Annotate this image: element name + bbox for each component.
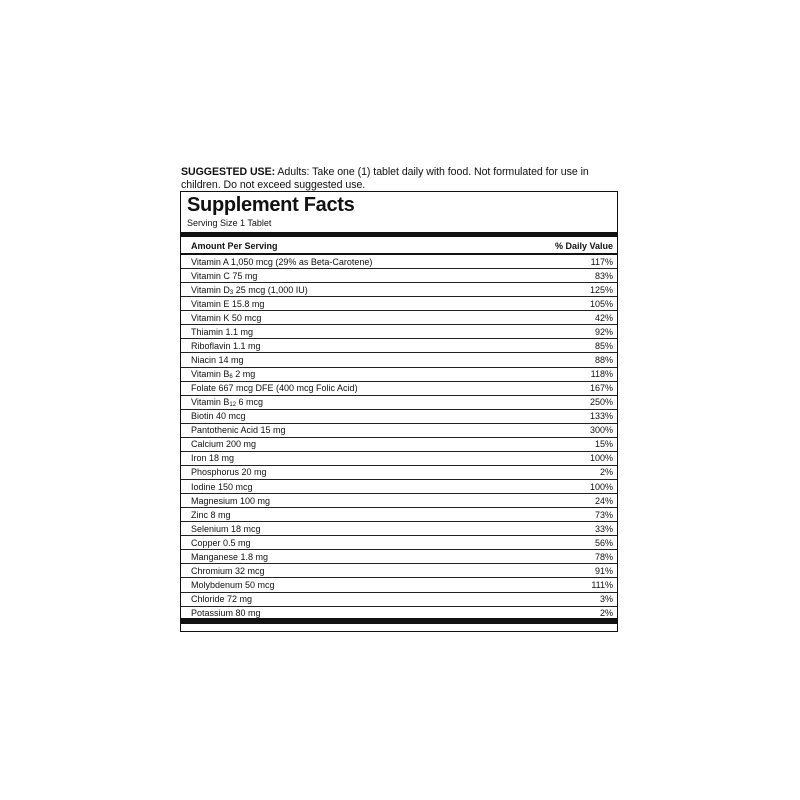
nutrient-daily-value: 78% bbox=[594, 551, 613, 562]
nutrient-row bbox=[181, 255, 617, 269]
nutrient-row bbox=[181, 269, 617, 283]
nutrient-row bbox=[181, 466, 617, 480]
suggested-use bbox=[181, 166, 621, 192]
nutrient-name-text: Copper 0.5 mg bbox=[191, 537, 251, 548]
nutrient-daily-value: 2% bbox=[599, 467, 613, 478]
nutrient-daily-value: 56% bbox=[594, 537, 613, 548]
nutrient-name-text: Selenium 18 mcg bbox=[191, 523, 261, 534]
nutrient-name-text: Molybdenum 50 mcg bbox=[191, 579, 275, 590]
nutrient-name bbox=[191, 313, 261, 323]
nutrient-daily-value: 91% bbox=[594, 565, 613, 576]
serving-size: Serving Size 1 Tablet bbox=[187, 218, 272, 228]
nutrient-name-text: Iron 18 mg bbox=[191, 453, 235, 464]
nutrient-name-text: Phosphorus 20 mg bbox=[191, 467, 267, 478]
nutrient-name bbox=[191, 580, 275, 590]
nutrient-name-text: Vitamin A 1,050 mcg (29% as Beta-Carotene) bbox=[191, 256, 373, 267]
thick-divider-bottom bbox=[181, 618, 617, 624]
nutrient-name bbox=[191, 510, 231, 520]
nutrient-name bbox=[191, 594, 252, 604]
nutrient-row bbox=[181, 283, 617, 297]
nutrient-name bbox=[191, 285, 308, 295]
nutrient-name bbox=[191, 341, 261, 351]
nutrient-daily-value: 100% bbox=[589, 481, 613, 492]
nutrient-name-text: Calcium 200 mg bbox=[191, 439, 257, 450]
nutrient-name bbox=[191, 496, 270, 506]
nutrient-daily-value: 125% bbox=[589, 284, 613, 295]
nutrient-amount-text: 25 mcg (1,000 IU) bbox=[233, 284, 308, 295]
nutrient-row bbox=[181, 578, 617, 592]
nutrient-daily-value: 105% bbox=[589, 298, 613, 309]
nutrient-subscript: 12 bbox=[229, 402, 237, 409]
nutrient-daily-value: 300% bbox=[589, 425, 613, 436]
nutrient-daily-value: 42% bbox=[594, 312, 613, 323]
nutrient-daily-value: 167% bbox=[589, 383, 613, 394]
nutrient-name-text: Vitamin E 15.8 mg bbox=[191, 298, 265, 309]
nutrient-name-text: Niacin 14 mg bbox=[191, 354, 244, 365]
nutrient-name bbox=[191, 608, 261, 618]
nutrient-row bbox=[181, 396, 617, 410]
nutrient-row bbox=[181, 480, 617, 494]
nutrient-daily-value: 73% bbox=[594, 509, 613, 520]
suggested-use-text: Adults: Take one (1) tablet daily with food. Not formulated for use in children. Do not exceed suggested use. bbox=[181, 166, 589, 191]
nutrient-name bbox=[191, 566, 265, 576]
nutrient-daily-value: 250% bbox=[589, 397, 613, 408]
nutrient-name bbox=[191, 482, 253, 492]
nutrient-name bbox=[191, 355, 244, 365]
nutrient-row bbox=[181, 339, 617, 353]
nutrient-name-text: Zinc 8 mg bbox=[191, 509, 231, 520]
nutrient-name bbox=[191, 271, 257, 281]
nutrient-name-text: Biotin 40 mcg bbox=[191, 411, 246, 422]
nutrient-row bbox=[181, 593, 617, 607]
nutrient-name-text: Chloride 72 mg bbox=[191, 594, 253, 605]
nutrient-row bbox=[181, 424, 617, 438]
nutrient-daily-value: 92% bbox=[594, 326, 613, 337]
nutrient-name bbox=[191, 439, 256, 449]
nutrient-name bbox=[191, 257, 372, 267]
nutrient-name bbox=[191, 552, 268, 562]
nutrient-daily-value: 3% bbox=[599, 594, 613, 605]
nutrient-daily-value: 15% bbox=[594, 439, 613, 450]
daily-value-header: % Daily Value bbox=[554, 241, 613, 251]
nutrient-name-text: Potassium 80 mg bbox=[191, 608, 261, 619]
nutrient-name-text: Thiamin 1.1 mg bbox=[191, 326, 254, 337]
amount-per-serving-header: Amount Per Serving bbox=[191, 241, 278, 251]
nutrient-name bbox=[191, 453, 234, 463]
nutrient-row bbox=[181, 508, 617, 522]
nutrient-row bbox=[181, 550, 617, 564]
nutrient-name-text: Vitamin C 75 mg bbox=[191, 270, 258, 281]
nutrient-name-text: Vitamin K 50 mcg bbox=[191, 312, 262, 323]
nutrient-amount-text: 6 mcg bbox=[236, 397, 264, 408]
nutrient-row bbox=[181, 297, 617, 311]
nutrient-daily-value: 33% bbox=[594, 523, 613, 534]
nutrient-row bbox=[181, 311, 617, 325]
nutrient-name-text: Pantothenic Acid 15 mg bbox=[191, 425, 286, 436]
nutrient-daily-value: 24% bbox=[594, 495, 613, 506]
panel-title: Supplement Facts bbox=[187, 194, 355, 216]
nutrient-subscript: 6 bbox=[229, 374, 233, 381]
nutrient-daily-value: 2% bbox=[599, 608, 613, 619]
nutrient-name-text: Riboflavin 1.1 mg bbox=[191, 340, 261, 351]
nutrient-name bbox=[191, 369, 255, 379]
nutrient-name-text: Iodine 150 mcg bbox=[191, 481, 253, 492]
nutrient-row bbox=[181, 536, 617, 550]
nutrient-name-text: Chromium 32 mcg bbox=[191, 565, 265, 576]
supplement-facts-panel bbox=[180, 191, 618, 632]
nutrient-row bbox=[181, 368, 617, 382]
nutrient-name-text: Magnesium 100 mg bbox=[191, 495, 271, 506]
nutrient-name bbox=[191, 467, 267, 477]
nutrient-name bbox=[191, 411, 246, 421]
nutrient-name bbox=[191, 397, 263, 407]
nutrient-name bbox=[191, 327, 253, 337]
nutrient-row bbox=[181, 452, 617, 466]
nutrient-row bbox=[181, 522, 617, 536]
nutrient-daily-value: 111% bbox=[591, 579, 613, 590]
nutrient-row bbox=[181, 382, 617, 396]
nutrient-name-text: Vitamin B bbox=[191, 397, 230, 408]
column-header-row bbox=[191, 239, 613, 253]
nutrient-name bbox=[191, 299, 264, 309]
nutrient-amount-text: 2 mg bbox=[232, 369, 256, 380]
nutrient-daily-value: 88% bbox=[594, 354, 613, 365]
nutrient-name-text: Folate 667 mcg DFE (400 mcg Folic Acid) bbox=[191, 383, 358, 394]
nutrient-row bbox=[181, 353, 617, 367]
nutrient-row bbox=[181, 410, 617, 424]
nutrient-daily-value: 83% bbox=[594, 270, 613, 281]
nutrient-daily-value: 100% bbox=[589, 453, 613, 464]
nutrient-row bbox=[181, 438, 617, 452]
nutrient-name bbox=[191, 383, 358, 393]
nutrient-rows bbox=[181, 255, 617, 621]
nutrient-daily-value: 85% bbox=[594, 340, 613, 351]
nutrient-daily-value: 118% bbox=[590, 369, 613, 380]
thick-divider-top bbox=[181, 232, 617, 237]
suggested-use-label: SUGGESTED USE: bbox=[181, 166, 276, 178]
nutrient-name-text: Manganese 1.8 mg bbox=[191, 551, 269, 562]
nutrient-row bbox=[181, 494, 617, 508]
nutrient-name-text: Vitamin D bbox=[191, 284, 230, 295]
nutrient-name bbox=[191, 524, 261, 534]
nutrient-daily-value: 117% bbox=[590, 256, 613, 267]
nutrient-row bbox=[181, 325, 617, 339]
nutrient-name-text: Vitamin B bbox=[191, 369, 230, 380]
nutrient-subscript: 3 bbox=[229, 289, 234, 296]
nutrient-row bbox=[181, 564, 617, 578]
nutrient-name bbox=[191, 425, 286, 435]
nutrient-name bbox=[191, 538, 251, 548]
nutrient-daily-value: 133% bbox=[589, 411, 613, 422]
